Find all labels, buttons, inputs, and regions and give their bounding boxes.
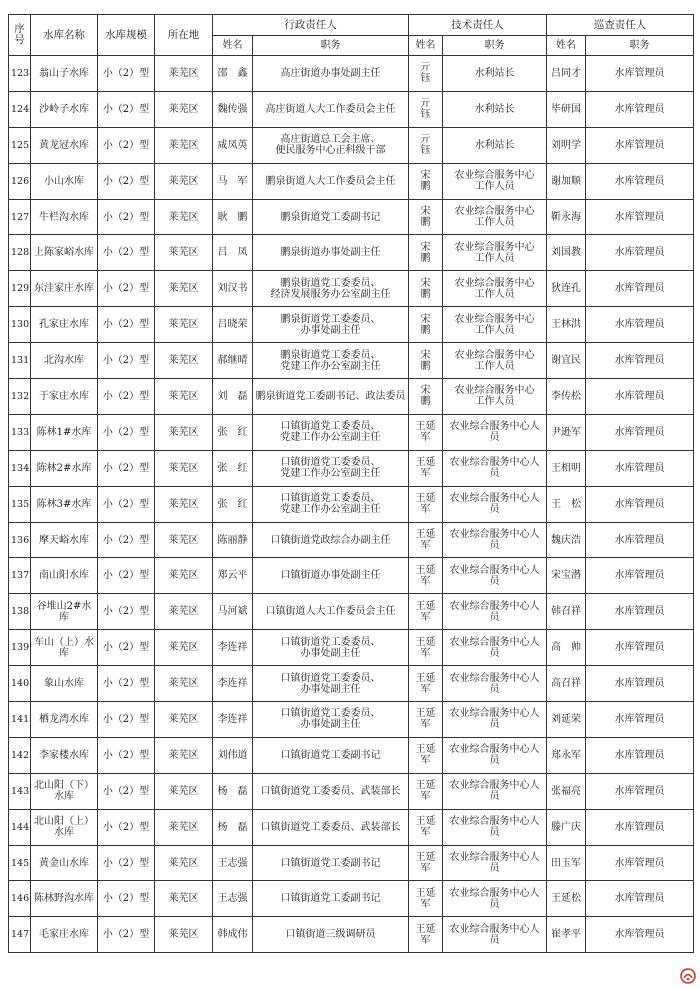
row-tech-person: 王延军 [409,486,443,522]
table-row [9,271,694,307]
table-row [9,809,694,845]
row-patrol-duty: 水库管理员 [586,127,694,163]
row-patrol-duty: 水库管理员 [586,881,694,917]
row-patrol-duty: 水库管理员 [586,917,694,953]
row-admin-duty: 口镇街道党工委委员、 办事处副主任 [253,666,409,702]
row-tech-person: 王延军 [409,773,443,809]
header-reservoir-scale: 水库规模 [98,15,155,56]
row-admin-person: 张 红 [213,450,253,486]
row-seq: 127 [9,199,31,235]
row-location: 莱芜区 [155,127,213,163]
header-tech-duty: 职务 [443,36,547,56]
row-patrol-person: 刘国教 [547,235,586,271]
row-admin-duty: 鹏泉街道办事处副主任 [253,235,409,271]
row-patrol-duty: 水库管理员 [586,666,694,702]
row-location: 莱芜区 [155,271,213,307]
row-patrol-person: 尹逊军 [547,414,586,450]
row-reservoir-scale: 小（2）型 [98,630,155,666]
row-patrol-duty: 水库管理员 [586,486,694,522]
row-reservoir-scale: 小（2）型 [98,809,155,845]
row-patrol-person: 魏庆浩 [547,522,586,558]
row-location: 莱芜区 [155,56,213,92]
row-seq: 124 [9,91,31,127]
table-header [9,15,694,56]
row-reservoir-scale: 小（2）型 [98,702,155,738]
row-patrol-duty: 水库管理员 [586,199,694,235]
table-row [9,594,694,630]
table-row [9,414,694,450]
table-row [9,702,694,738]
row-patrol-duty: 水库管理员 [586,522,694,558]
row-admin-duty: 鹏泉街道党工委委员、 党建工作办公室副主任 [253,343,409,379]
row-admin-duty: 口镇街道党工委委员、 党建工作办公室副主任 [253,414,409,450]
row-tech-person: 宋 鹏 [409,199,443,235]
row-admin-person: 魏传强 [213,91,253,127]
row-reservoir-name: 东洼家庄水库 [31,271,98,307]
row-reservoir-scale: 小（2）型 [98,737,155,773]
header-admin-person: 姓名 [213,36,253,56]
row-reservoir-scale: 小（2）型 [98,379,155,415]
row-reservoir-scale: 小（2）型 [98,486,155,522]
row-tech-person: 王延军 [409,809,443,845]
table-row [9,199,694,235]
row-patrol-person: 吕同才 [547,56,586,92]
row-reservoir-name: 摩天峪水库 [31,522,98,558]
row-patrol-duty: 水库管理员 [586,594,694,630]
table-row [9,235,694,271]
row-reservoir-name: 陈林1#水库 [31,414,98,450]
row-patrol-person: 王 松 [547,486,586,522]
row-admin-duty: 鹏泉街道人大工作委员会主任 [253,163,409,199]
row-tech-duty: 农业综合服务中心人员 [443,450,547,486]
row-seq: 136 [9,522,31,558]
row-tech-duty: 农业综合服务中心人员 [443,917,547,953]
row-reservoir-scale: 小（2）型 [98,881,155,917]
row-patrol-person: 刘明学 [547,127,586,163]
row-admin-person: 吕 凤 [213,235,253,271]
row-admin-person: 李连祥 [213,702,253,738]
row-tech-duty: 农业综合服务中心人员 [443,881,547,917]
row-tech-person: 王延军 [409,737,443,773]
header-seq: 序 号 [9,15,31,56]
table-row [9,56,694,92]
row-tech-duty: 水利站长 [443,91,547,127]
row-reservoir-name: 毛家庄水库 [31,917,98,953]
row-reservoir-name: 牛栏沟水库 [31,199,98,235]
table-row [9,630,694,666]
row-patrol-duty: 水库管理员 [586,845,694,881]
row-admin-duty: 口镇街道党工委副书记 [253,737,409,773]
row-tech-person: 王延军 [409,845,443,881]
row-patrol-person: 毕研国 [547,91,586,127]
row-admin-duty: 口镇街道党工委委员、 党建工作办公室副主任 [253,486,409,522]
row-reservoir-name: 于家庄水库 [31,379,98,415]
row-location: 莱芜区 [155,414,213,450]
row-admin-person: 刘汉书 [213,271,253,307]
row-patrol-duty: 水库管理员 [586,379,694,415]
row-tech-duty: 水利站长 [443,56,547,92]
row-reservoir-name: 黄龙冠水库 [31,127,98,163]
row-tech-duty: 农业综合服务中心 工作人员 [443,307,547,343]
row-admin-person: 郝继晴 [213,343,253,379]
table-row [9,666,694,702]
row-admin-duty: 高庄街道办事处副主任 [253,56,409,92]
row-patrol-person: 宋宝潜 [547,558,586,594]
row-patrol-person: 靳永海 [547,199,586,235]
table-row [9,845,694,881]
row-tech-person: 王延军 [409,666,443,702]
row-reservoir-scale: 小（2）型 [98,558,155,594]
row-admin-duty: 高庄街道总工会主席、 便民服务中心正科级干部 [253,127,409,163]
row-patrol-duty: 水库管理员 [586,450,694,486]
row-tech-person: 王延军 [409,594,443,630]
row-patrol-person: 王相明 [547,450,586,486]
row-reservoir-scale: 小（2）型 [98,845,155,881]
row-seq: 126 [9,163,31,199]
row-seq: 137 [9,558,31,594]
row-tech-duty: 农业综合服务中心 工作人员 [443,379,547,415]
row-reservoir-name: 翁山子水库 [31,56,98,92]
row-tech-person: 王延军 [409,702,443,738]
row-reservoir-name: 南山阳水库 [31,558,98,594]
row-tech-person: 王延军 [409,450,443,486]
row-reservoir-scale: 小（2）型 [98,271,155,307]
row-admin-person: 杨 磊 [213,773,253,809]
row-tech-duty: 农业综合服务中心人员 [443,558,547,594]
red-seal-logo-icon [680,968,696,984]
row-seq: 131 [9,343,31,379]
row-admin-person: 陈丽静 [213,522,253,558]
row-tech-person: 亓 钰 [409,56,443,92]
row-seq: 147 [9,917,31,953]
row-admin-person: 张 红 [213,414,253,450]
row-patrol-duty: 水库管理员 [586,630,694,666]
row-seq: 146 [9,881,31,917]
row-reservoir-name: 北山阳（下） 水库 [31,773,98,809]
row-location: 莱芜区 [155,809,213,845]
table-row [9,343,694,379]
row-tech-duty: 农业综合服务中心人员 [443,702,547,738]
row-admin-person: 耿 鹏 [213,199,253,235]
table-body [9,56,694,953]
header-patrol-group: 巡查责任人 [547,15,694,36]
table-row [9,307,694,343]
row-location: 莱芜区 [155,630,213,666]
row-location: 莱芜区 [155,486,213,522]
row-reservoir-scale: 小（2）型 [98,414,155,450]
row-admin-duty: 口镇街道党工委委员、 党建工作办公室副主任 [253,450,409,486]
row-tech-duty: 农业综合服务中心人员 [443,630,547,666]
row-tech-duty: 农业综合服务中心 工作人员 [443,199,547,235]
row-tech-duty: 农业综合服务中心 工作人员 [443,163,547,199]
table-row [9,773,694,809]
header-location: 所在地 [155,15,213,56]
row-tech-person: 亓 钰 [409,91,443,127]
row-tech-duty: 农业综合服务中心人员 [443,809,547,845]
row-location: 莱芜区 [155,379,213,415]
row-admin-duty: 口镇街道党工委委员、武装部长 [253,809,409,845]
row-seq: 135 [9,486,31,522]
row-seq: 145 [9,845,31,881]
row-tech-person: 王延军 [409,630,443,666]
row-tech-duty: 水利站长 [443,127,547,163]
table-row [9,91,694,127]
row-patrol-duty: 水库管理员 [586,91,694,127]
row-reservoir-scale: 小（2）型 [98,666,155,702]
row-tech-person: 宋 鹏 [409,235,443,271]
table-row [9,486,694,522]
row-seq: 125 [9,127,31,163]
row-patrol-person: 李传松 [547,379,586,415]
row-location: 莱芜区 [155,307,213,343]
table-row [9,450,694,486]
row-reservoir-name: 上陈家峪水库 [31,235,98,271]
row-patrol-person: 高召祥 [547,666,586,702]
row-location: 莱芜区 [155,666,213,702]
row-admin-duty: 鹏泉街道党工委委员、 经济发展服务办公室副主任 [253,271,409,307]
row-patrol-duty: 水库管理员 [586,773,694,809]
row-patrol-duty: 水库管理员 [586,235,694,271]
row-tech-person: 宋 鹏 [409,379,443,415]
row-seq: 142 [9,737,31,773]
row-location: 莱芜区 [155,522,213,558]
row-seq: 138 [9,594,31,630]
row-patrol-duty: 水库管理员 [586,56,694,92]
row-seq: 141 [9,702,31,738]
row-tech-duty: 农业综合服务中心人员 [443,594,547,630]
row-location: 莱芜区 [155,594,213,630]
row-patrol-person: 谢加顺 [547,163,586,199]
row-reservoir-scale: 小（2）型 [98,307,155,343]
row-seq: 144 [9,809,31,845]
row-reservoir-name: 北山阳（上） 水库 [31,809,98,845]
row-reservoir-name: 谷堆山2#水库 [31,594,98,630]
header-patrol-duty: 职务 [586,36,694,56]
row-admin-person: 马 军 [213,163,253,199]
row-admin-person: 韩成伟 [213,917,253,953]
row-tech-duty: 农业综合服务中心人员 [443,773,547,809]
row-location: 莱芜区 [155,91,213,127]
row-admin-person: 刘 磊 [213,379,253,415]
header-admin-duty: 职务 [253,36,409,56]
row-reservoir-scale: 小（2）型 [98,343,155,379]
table-row [9,881,694,917]
header-tech-person: 姓名 [409,36,443,56]
row-patrol-duty: 水库管理员 [586,307,694,343]
row-tech-person: 宋 鹏 [409,163,443,199]
row-reservoir-scale: 小（2）型 [98,594,155,630]
row-admin-person: 王志强 [213,881,253,917]
document-page [8,14,694,953]
row-patrol-duty: 水库管理员 [586,163,694,199]
row-reservoir-scale: 小（2）型 [98,522,155,558]
row-location: 莱芜区 [155,737,213,773]
row-reservoir-name: 李家楼水库 [31,737,98,773]
header-tech-group: 技术责任人 [409,15,547,36]
row-admin-duty: 鹏泉街道党工委委员、 办事处副主任 [253,307,409,343]
row-patrol-person: 高 帅 [547,630,586,666]
row-patrol-person: 狄连孔 [547,271,586,307]
row-location: 莱芜区 [155,917,213,953]
row-admin-person: 张 红 [213,486,253,522]
row-seq: 134 [9,450,31,486]
row-seq: 132 [9,379,31,415]
row-location: 莱芜区 [155,702,213,738]
row-reservoir-name: 小山水库 [31,163,98,199]
row-admin-person: 咸凤英 [213,127,253,163]
header-reservoir-name: 水库名称 [31,15,98,56]
row-patrol-person: 张福亮 [547,773,586,809]
row-reservoir-name: 陈林野沟水库 [31,881,98,917]
row-reservoir-name: 北沟水库 [31,343,98,379]
row-tech-person: 宋 鹏 [409,307,443,343]
row-tech-duty: 农业综合服务中心 工作人员 [443,235,547,271]
row-admin-duty: 口镇街道党工委副书记 [253,845,409,881]
row-reservoir-name: 陈林3#水库 [31,486,98,522]
row-reservoir-scale: 小（2）型 [98,163,155,199]
row-reservoir-scale: 小（2）型 [98,127,155,163]
row-patrol-person: 郑永军 [547,737,586,773]
row-reservoir-name: 陈林2#水库 [31,450,98,486]
row-admin-person: 李连祥 [213,630,253,666]
row-reservoir-name: 沙岭子水库 [31,91,98,127]
row-seq: 139 [9,630,31,666]
reservoir-responsibility-table [8,14,694,953]
row-admin-duty: 口镇街道党工委委员、 办事处副主任 [253,630,409,666]
row-tech-duty: 农业综合服务中心 工作人员 [443,343,547,379]
row-admin-duty: 口镇街道三级调研员 [253,917,409,953]
row-tech-person: 王延军 [409,881,443,917]
row-location: 莱芜区 [155,450,213,486]
table-row [9,379,694,415]
row-location: 莱芜区 [155,343,213,379]
row-reservoir-name: 栖龙湾水库 [31,702,98,738]
row-admin-person: 刘伟道 [213,737,253,773]
row-patrol-duty: 水库管理员 [586,809,694,845]
row-reservoir-scale: 小（2）型 [98,917,155,953]
row-admin-duty: 口镇街道人大工作委员会主任 [253,594,409,630]
row-reservoir-name: 象山水库 [31,666,98,702]
row-admin-person: 杨 磊 [213,809,253,845]
row-admin-duty: 口镇街道党工委委员、武装部长 [253,773,409,809]
row-patrol-person: 滕广庆 [547,809,586,845]
row-tech-duty: 农业综合服务中心人员 [443,845,547,881]
row-patrol-person: 谢宜民 [547,343,586,379]
row-patrol-duty: 水库管理员 [586,414,694,450]
row-patrol-person: 王林洪 [547,307,586,343]
row-tech-person: 宋 鹏 [409,343,443,379]
row-reservoir-name: 车山（上）水 库 [31,630,98,666]
row-location: 莱芜区 [155,773,213,809]
row-patrol-person: 韩召祥 [547,594,586,630]
row-tech-duty: 农业综合服务中心人员 [443,414,547,450]
row-location: 莱芜区 [155,199,213,235]
row-reservoir-name: 孔家庄水库 [31,307,98,343]
row-tech-person: 王延军 [409,522,443,558]
row-seq: 133 [9,414,31,450]
row-admin-person: 郑云平 [213,558,253,594]
table-row [9,917,694,953]
row-admin-duty: 口镇街道办事处副主任 [253,558,409,594]
row-patrol-duty: 水库管理员 [586,737,694,773]
row-seq: 129 [9,271,31,307]
row-tech-duty: 农业综合服务中心人员 [443,522,547,558]
row-location: 莱芜区 [155,558,213,594]
row-patrol-duty: 水库管理员 [586,702,694,738]
row-reservoir-scale: 小（2）型 [98,235,155,271]
row-reservoir-scale: 小（2）型 [98,56,155,92]
row-patrol-person: 刘延荣 [547,702,586,738]
row-patrol-person: 田玉军 [547,845,586,881]
row-admin-person: 吕晓荣 [213,307,253,343]
header-patrol-person: 姓名 [547,36,586,56]
row-patrol-person: 王延松 [547,881,586,917]
table-row [9,127,694,163]
table-row [9,558,694,594]
table-row [9,522,694,558]
row-seq: 130 [9,307,31,343]
row-reservoir-scale: 小（2）型 [98,773,155,809]
row-admin-person: 邵 鑫 [213,56,253,92]
row-seq: 143 [9,773,31,809]
row-tech-duty: 农业综合服务中心人员 [443,666,547,702]
row-tech-person: 王延军 [409,414,443,450]
row-admin-person: 王志强 [213,845,253,881]
row-patrol-duty: 水库管理员 [586,271,694,307]
row-seq: 123 [9,56,31,92]
row-patrol-person: 崔孝平 [547,917,586,953]
row-tech-person: 王延军 [409,917,443,953]
row-tech-person: 王延军 [409,558,443,594]
row-tech-duty: 农业综合服务中心 工作人员 [443,271,547,307]
row-admin-duty: 高庄街道人大工作委员会主任 [253,91,409,127]
row-location: 莱芜区 [155,845,213,881]
row-admin-duty: 口镇街道党政综合办副主任 [253,522,409,558]
row-reservoir-scale: 小（2）型 [98,199,155,235]
row-admin-person: 马河斌 [213,594,253,630]
row-admin-person: 李连祥 [213,666,253,702]
row-tech-duty: 农业综合服务中心人员 [443,486,547,522]
row-seq: 140 [9,666,31,702]
row-reservoir-scale: 小（2）型 [98,450,155,486]
row-tech-person: 宋 鹏 [409,271,443,307]
row-patrol-duty: 水库管理员 [586,558,694,594]
header-admin-group: 行政责任人 [213,15,409,36]
row-tech-person: 亓 钰 [409,127,443,163]
row-tech-duty: 农业综合服务中心人员 [443,737,547,773]
table-row [9,737,694,773]
row-location: 莱芜区 [155,235,213,271]
row-patrol-duty: 水库管理员 [586,343,694,379]
row-seq: 128 [9,235,31,271]
row-admin-duty: 口镇街道党工委副书记 [253,881,409,917]
row-admin-duty: 鹏泉街道党工委副书记、政法委员 [253,379,409,415]
row-reservoir-name: 黄金山水库 [31,845,98,881]
row-location: 莱芜区 [155,881,213,917]
row-reservoir-scale: 小（2）型 [98,91,155,127]
row-location: 莱芜区 [155,163,213,199]
table-row [9,163,694,199]
row-admin-duty: 鹏泉街道党工委副书记 [253,199,409,235]
row-admin-duty: 口镇街道党工委委员、 办事处副主任 [253,702,409,738]
